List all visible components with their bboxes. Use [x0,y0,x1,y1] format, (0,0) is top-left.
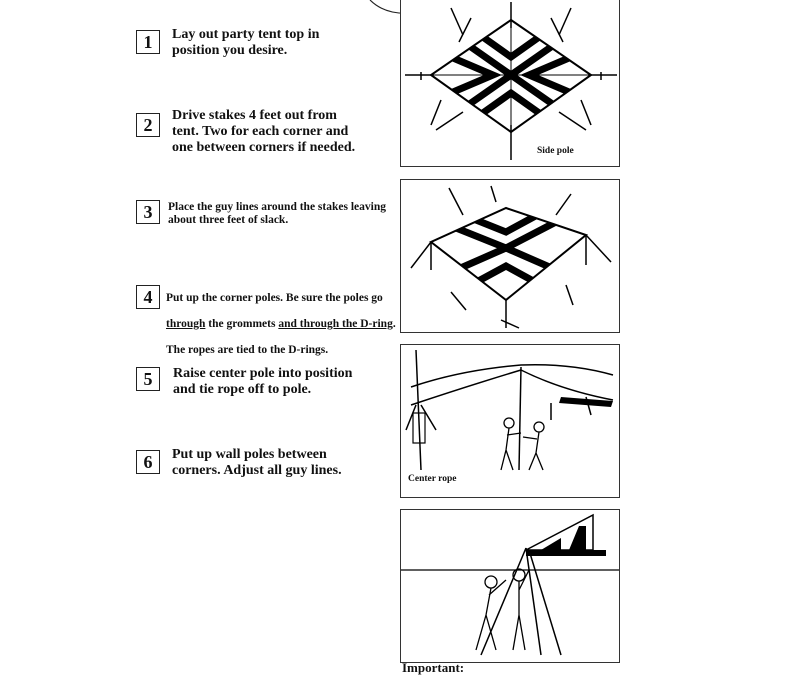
illustration-corner-poles [400,179,620,333]
step-4-text [166,279,396,357]
step-2-text: Drive stakes 4 feet out from tent. Two for each corner and one between corners if needed. [172,108,356,155]
step-6-number: 6 [136,450,160,474]
step-5-text: Raise center pole into position and tie rope off to pole. [173,366,353,397]
illustration-layout-stakes [400,0,620,167]
step-4-number: 4 [136,285,160,309]
illustration-center-pole [400,344,620,498]
step-2-number: 2 [136,113,160,137]
illustration-wall-poles [400,509,620,663]
step-4-mid: the grommets [205,318,279,330]
step-3-text: Place the guy lines around the stakes leaving about three feet of slack. [168,201,386,226]
step-4-end: . [392,318,396,330]
tent-top-diagram [401,0,620,167]
step-4-through: through [166,318,206,330]
side-pole-label: Side pole [537,146,574,156]
step-1-number: 1 [136,30,160,54]
step-1-text: Lay out party tent top in position you desire. [172,27,320,58]
important-heading: Important: [402,660,465,675]
wall-poles-diagram [401,510,620,663]
step-6-text: Put up wall poles between corners. Adjust all guy lines. [172,447,342,478]
step-3-number: 3 [136,200,160,224]
step-5-number: 5 [136,367,160,391]
step-4-dring: and through the D-ring [278,318,393,330]
step-4-line3: The ropes are tied to the D-rings. [166,344,329,356]
center-rope-label: Center rope [408,474,457,484]
step-4-line1: Put up the corner poles. Be sure the poles go [166,292,383,304]
workers-figures [501,418,544,470]
workers-figures [476,569,529,650]
tent-corner-diagram [401,180,620,333]
